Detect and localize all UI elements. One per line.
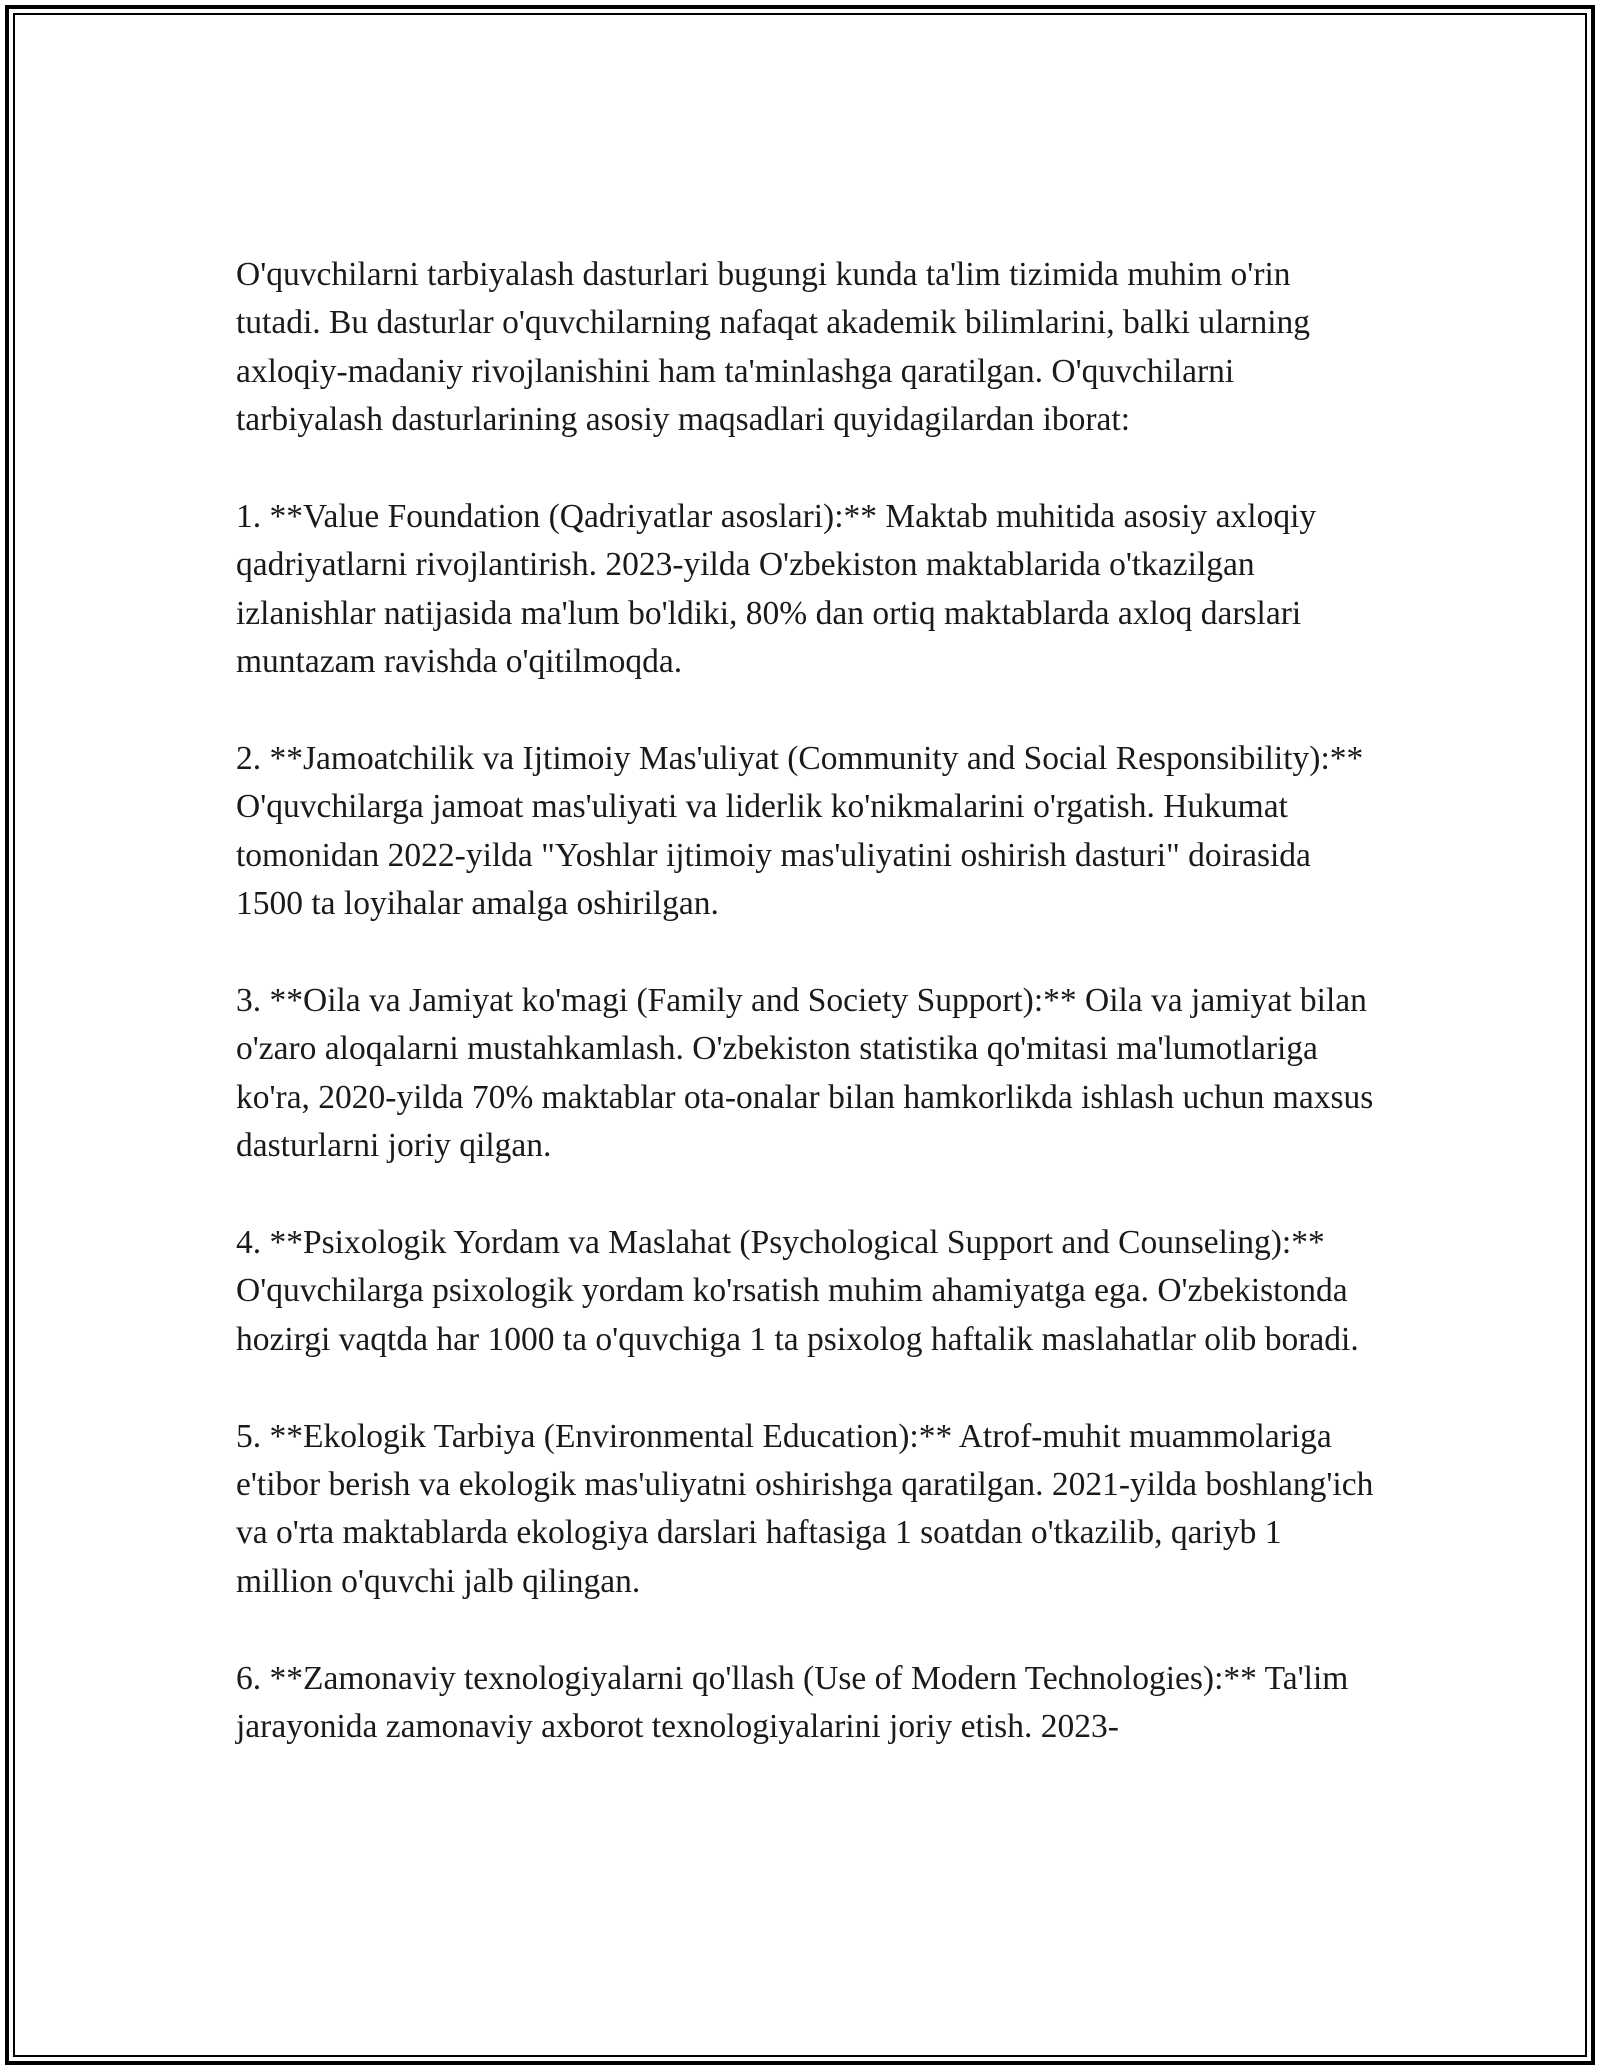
intro-paragraph: O'quvchilarni tarbiyalash dasturlari bugungi kunda ta'lim tizimida muhim o'rin tutadi. Bu dasturlar o'quvchilarning nafaqat akademik bilimlarini, balki ularning axloqiy-madaniy rivojlanishini ham ta'minlashga qaratilgan. O'quvchilarni tarbiyalash dasturlarining asosiy maqsadlari quyidagilardan iborat: — [236, 256, 1311, 439]
document-body — [236, 251, 1376, 1752]
list-item-5: 5. **Ekologik Tarbiya (Environmental Education):** Atrof-muhit muammolariga e'tibor berish va ekologik mas'uliyatni oshirishga qaratilgan. 2021-yilda boshlang'ich va o'rta maktablarda ekologiya darslari haftasiga 1 soatdan o'tkazilib, qariyb 1 million o'quvchi jalb qilingan. — [236, 1417, 1374, 1600]
list-item-4: 4. **Psixologik Yordam va Maslahat (Psychological Support and Counseling):** O'quvchilarga psixologik yordam ko'rsatish muhim ahamiyatga ega. O'zbekistonda hozirgi vaqtda har 1000 ta o'quvchiga 1 ta psixolog haftalik maslahatlar olib boradi. — [236, 1224, 1359, 1358]
list-item-3: 3. **Oila va Jamiyat ko'magi (Family and Society Support):** Oila va jamiyat bilan o'zaro aloqalarni mustahkamlash. O'zbekiston statistika qo'mitasi ma'lumotlariga ko'ra, 2020-yilda 70% maktablar ota-onalar bilan hamkorlikda ishlash uchun maxsus dasturlarni joriy qilgan. — [236, 982, 1374, 1165]
list-item-6: 6. **Zamonaviy texnologiyalarni qo'llash (Use of Modern Technologies):** Ta'lim jarayonida zamonaviy axborot texnologiyalarini joriy etish. 2023- — [236, 1659, 1349, 1746]
list-item-1: 1. **Value Foundation (Qadriyatlar asoslari):** Maktab muhitida asosiy axloqiy qadriyatlarni rivojlantirish. 2023-yilda O'zbekiston maktablarida o'tkazilgan izlanishlar natijasida ma'lum bo'ldiki, 80% dan ortiq maktablarda axloq darslari muntazam ravishda o'qitilmoqda. — [236, 498, 1317, 681]
list-item-2: 2. **Jamoatchilik va Ijtimoiy Mas'uliyat (Community and Social Responsibility):** O'quvchilarga jamoat mas'uliyati va liderlik ko'nikmalarini o'rgatish. Hukumat tomonidan 2022-yilda "Yoshlar ijtimoiy mas'uliyatini oshirish dasturi" doirasida 1500 ta loyihalar amalga oshirilgan. — [236, 740, 1364, 923]
